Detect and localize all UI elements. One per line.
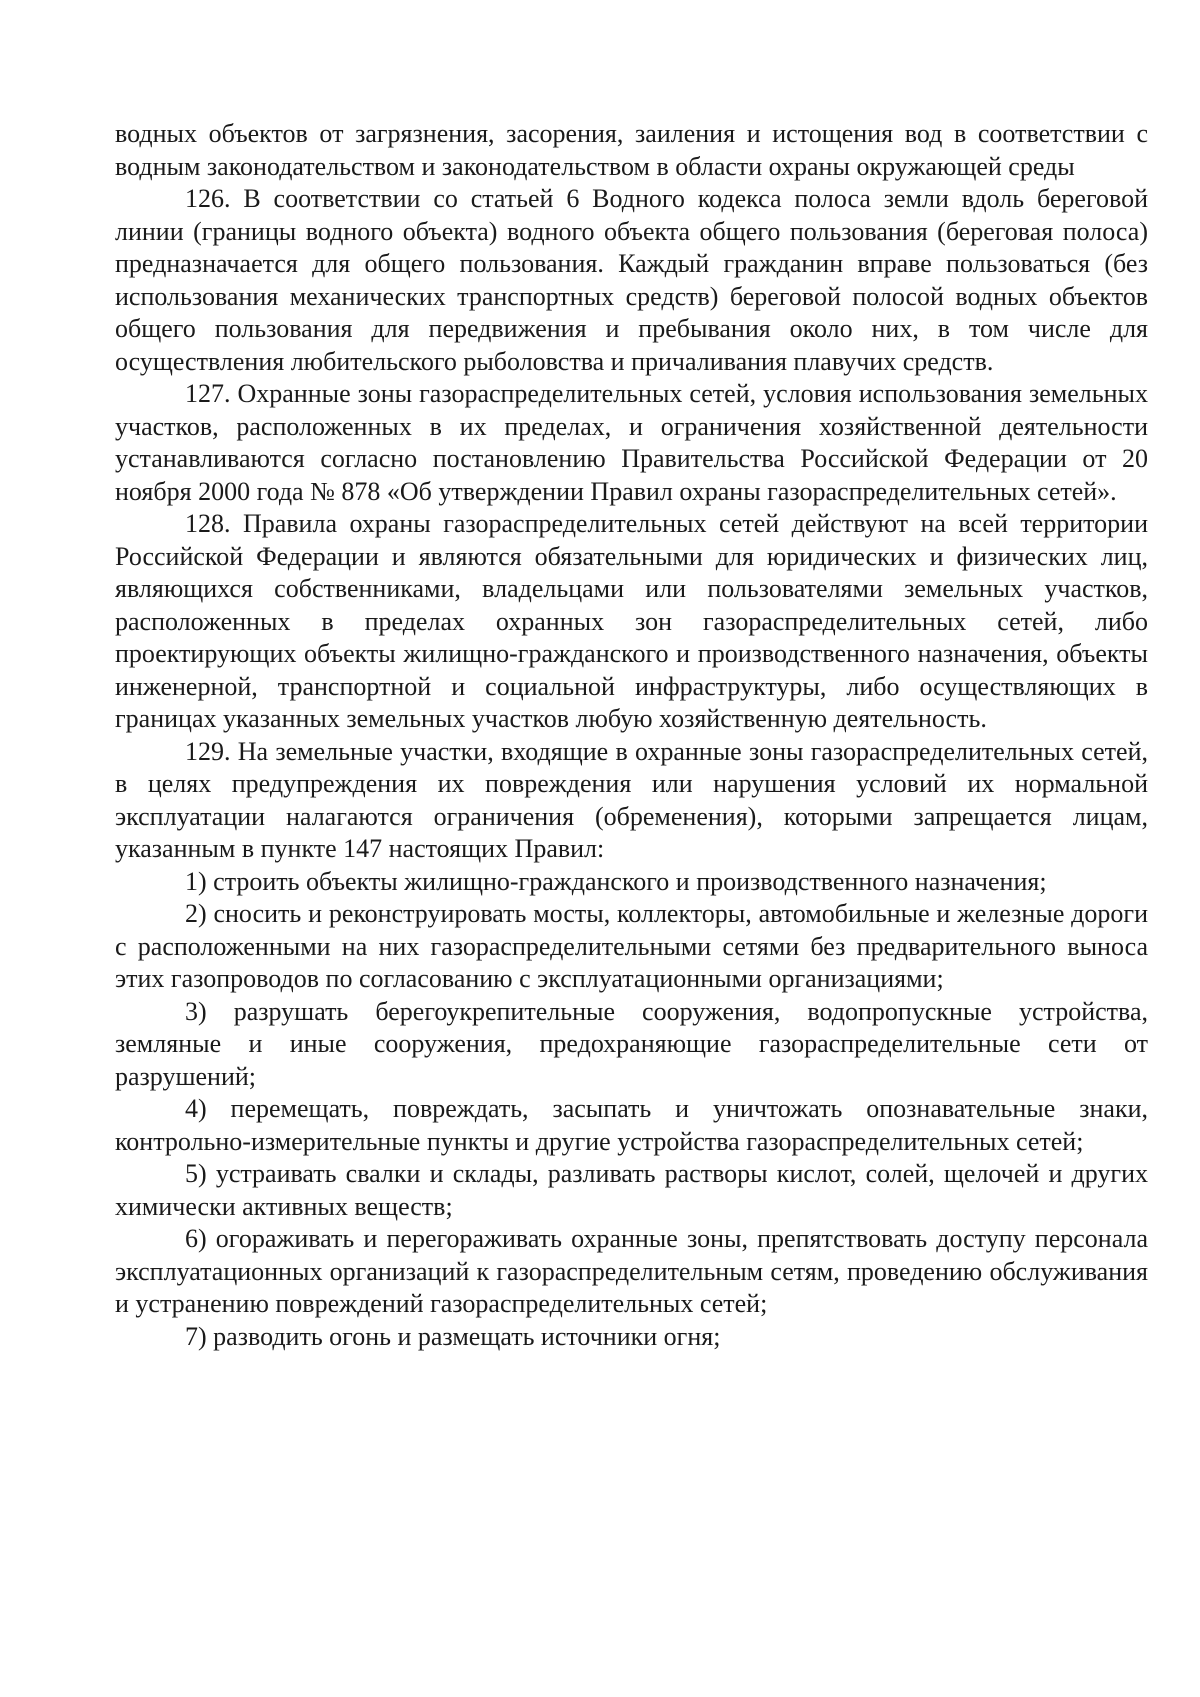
paragraph-129: 129. На земельные участки, входящие в охранные зоны газораспределительных сетей, в целях предупреждения их повреждения или нарушения условий их нормальной эксплуатации налагаются ограничения (обременения), которыми запрещается лицам, указанным в пункте 147 настоящих Правил:	[115, 736, 1148, 863]
list-item-1: 1) строить объекты жилищно-гражданского и производственного назначения;	[185, 866, 1047, 896]
paragraph-128: 128. Правила охраны газораспределительных сетей действуют на всей территории Российской Федерации и являются обязательными для юридических и физических лиц, являющихся собственниками, владельцами или пользователями земельных участков, расположенных в пределах охранных зон газораспределительных сетей, либо проектирующих объекты жилищно-гражданского и производственного назначения, объекты инженерной, транспортной и социальной инфраструктуры, либо осуществляющих в границах указанных земельных участков любую хозяйственную деятельность.	[115, 509, 1148, 733]
paragraph-126: 126. В соответствии со статьей 6 Водного кодекса полоса земли вдоль береговой линии (границы водного объекта) водного объекта общего пользования (береговая полоса) предназначается для общего пользования. Каждый гражданин вправе пользоваться (без использования механических транспортных средств) береговой полосой водных объектов общего пользования для передвижения и пребывания около них, в том числе для осуществления любительского рыболовства и причаливания плавучих средств.	[115, 184, 1148, 376]
list-item-3: 3) разрушать берегоукрепительные сооружения, водопропускные устройства, земляные и иные сооружения, предохраняющие газораспределительные сети от разрушений;	[115, 996, 1148, 1091]
paragraph-continuation: водных объектов от загрязнения, засорения, заиления и истощения вод в соответствии с водным законодательством и законодательством в области охраны окружающей среды	[115, 119, 1148, 181]
list-item-2: 2) сносить и реконструировать мосты, коллекторы, автомобильные и железные дороги с расположенными на них газораспределительными сетями без предварительного выноса этих газопроводов по согласованию с эксплуатационными организациями;	[115, 899, 1148, 993]
list-item-7: 7) разводить огонь и размещать источники огня;	[185, 1321, 721, 1351]
paragraph-127: 127. Охранные зоны газораспределительных сетей, условия использования земельных участков, расположенных в их пределах, и ограничения хозяйственной деятельности устанавливаются согласно постановлению Правительства Российской Федерации от 20 ноября 2000 года № 878 «Об утверждении Правил охраны газораспределительных сетей».	[115, 379, 1148, 506]
list-item-5: 5) устраивать свалки и склады, разливать растворы кислот, солей, щелочей и других химически активных веществ;	[115, 1159, 1148, 1221]
list-item-4: 4) перемещать, повреждать, засыпать и уничтожать опознавательные знаки, контрольно-измерительные пункты и другие устройства газораспределительных сетей;	[115, 1094, 1148, 1156]
list-item-6: 6) огораживать и перегораживать охранные зоны, препятствовать доступу персонала эксплуатационных организаций к газораспределительным сетям, проведению обслуживания и устранению повреждений газораспределительных сетей;	[115, 1224, 1148, 1318]
